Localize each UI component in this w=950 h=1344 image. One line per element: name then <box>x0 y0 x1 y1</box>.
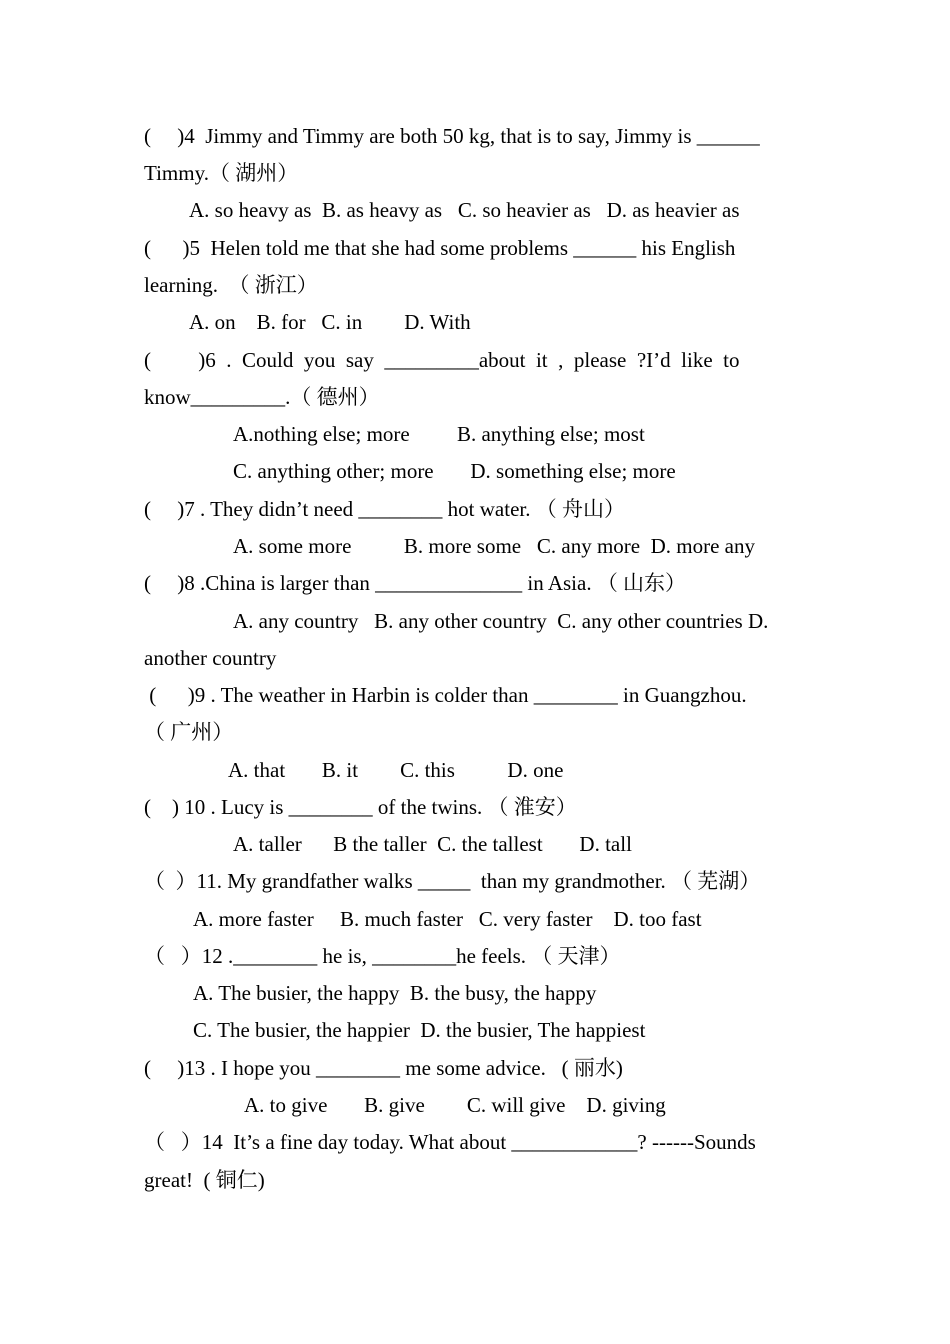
question-7-options: A. some more B. more some C. any more D. more any <box>233 534 755 558</box>
question-6-stem-cont: know_________.（ 德州） <box>144 385 380 409</box>
question-5-options: A. on B. for C. in D. With <box>189 310 471 334</box>
question-4-stem-cont: Timmy.（ 湖州） <box>144 161 299 185</box>
question-13-stem: ( )13 . I hope you ________ me some advice. ( 丽水) <box>144 1056 623 1080</box>
question-4-stem: ( )4 Jimmy and Timmy are both 50 kg, that is to say, Jimmy is ______ <box>144 124 760 148</box>
question-8-stem: ( )8 .China is larger than ______________ in Asia. （ 山东） <box>144 571 687 595</box>
question-9-stem: ( )9 . The weather in Harbin is colder than ________ in Guangzhou. <box>144 683 747 707</box>
question-9-options: A. that B. it C. this D. one <box>228 758 564 782</box>
question-12-options-2: C. The busier, the happier D. the busier, The happiest <box>193 1018 646 1042</box>
question-6-options-1: A.nothing else; more B. anything else; most <box>233 422 645 446</box>
question-12-options-1: A. The busier, the happy B. the busy, the happy <box>193 981 597 1005</box>
question-5-stem: ( )5 Helen told me that she had some problems ______ his English <box>144 236 736 260</box>
question-9-stem-cont: （ 广州） <box>144 720 234 744</box>
question-14-stem-cont: great! ( 铜仁) <box>144 1168 265 1192</box>
question-10-stem: ( ) 10 . Lucy is ________ of the twins. （ 淮安） <box>144 795 577 819</box>
question-11-stem: （ ）11. My grandfather walks _____ than my grandmother. （ 芜湖） <box>144 869 761 893</box>
question-6-stem: ( )6 . Could you say _________about it , please ?I’d like to <box>144 348 740 372</box>
question-10-options: A. taller B the taller C. the tallest D. tall <box>233 832 632 856</box>
question-14-stem: （ ）14 It’s a fine day today. What about ____________? ------Sounds <box>144 1130 756 1154</box>
question-4-options: A. so heavy as B. as heavy as C. so heavier as D. as heavier as <box>189 198 740 222</box>
question-8-options: A. any country B. any other country C. any other countries D. <box>233 609 769 633</box>
question-13-options: A. to give B. give C. will give D. giving <box>244 1093 666 1117</box>
question-7-stem: ( )7 . They didn’t need ________ hot water. （ 舟山） <box>144 497 625 521</box>
question-8-options-cont: another country <box>144 646 277 670</box>
question-11-options: A. more faster B. much faster C. very faster D. too fast <box>193 907 702 931</box>
question-5-stem-cont: learning. （ 浙江） <box>144 273 318 297</box>
question-12-stem: （ ）12 .________ he is, ________he feels. （ 天津） <box>144 944 621 968</box>
question-6-options-2: C. anything other; more D. something else; more <box>233 459 676 483</box>
